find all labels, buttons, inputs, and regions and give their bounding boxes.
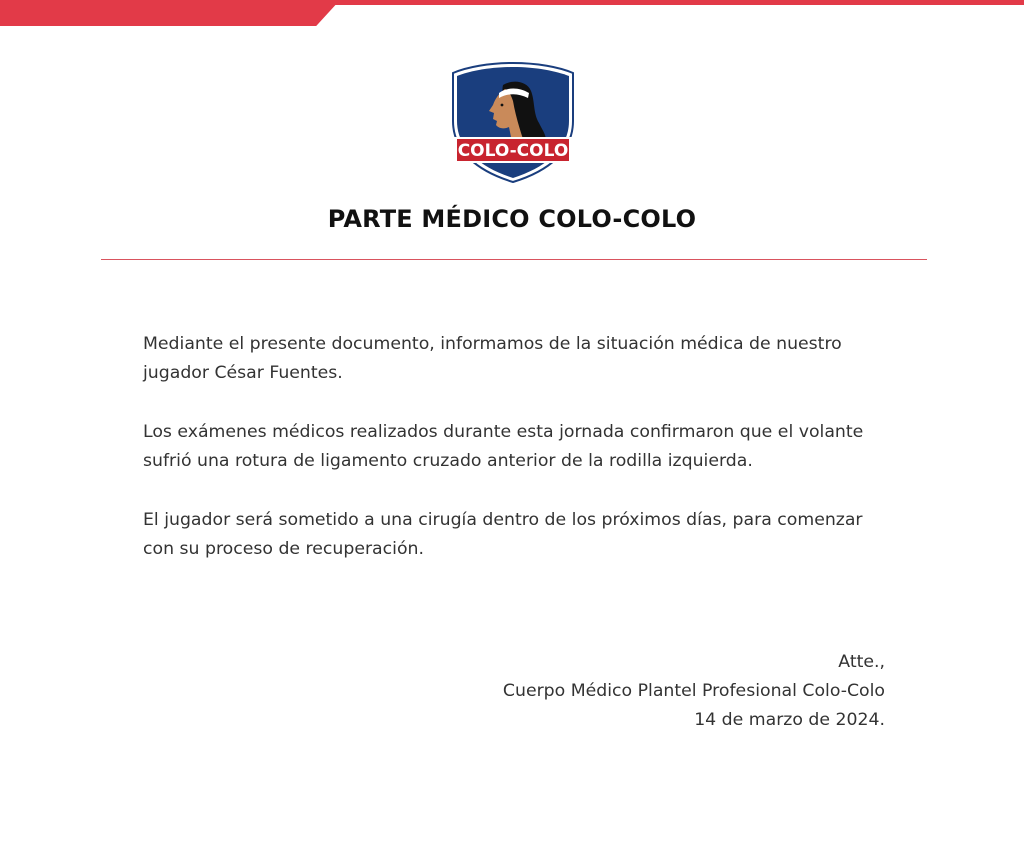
top-accent-tab xyxy=(0,0,340,26)
colo-colo-crest-logo xyxy=(451,61,575,183)
document-title: PARTE MÉDICO COLO-COLO xyxy=(327,205,697,233)
body-paragraph: Mediante el presente documento, informamos de la situación médica de nuestro jugador César Fuentes. xyxy=(143,334,842,383)
body-paragraph: El jugador será sometido a una cirugía dentro de los próximos días, para comenzar con su proceso de recuperación. xyxy=(143,510,863,559)
signature-block xyxy=(285,648,885,735)
signature-closing: Atte., xyxy=(838,652,885,672)
crest-label: COLO-COLO xyxy=(457,141,569,161)
title-divider xyxy=(101,259,927,260)
body-paragraph: Los exámenes médicos realizados durante esta jornada confirmaron que el volante sufrió una rotura de ligamento cruzado anterior de la rodilla izquierda. xyxy=(143,422,864,471)
signature-date: 14 de marzo de 2024. xyxy=(694,710,885,730)
signature-sender: Cuerpo Médico Plantel Profesional Colo-Colo xyxy=(502,681,885,701)
document-body xyxy=(143,330,885,594)
